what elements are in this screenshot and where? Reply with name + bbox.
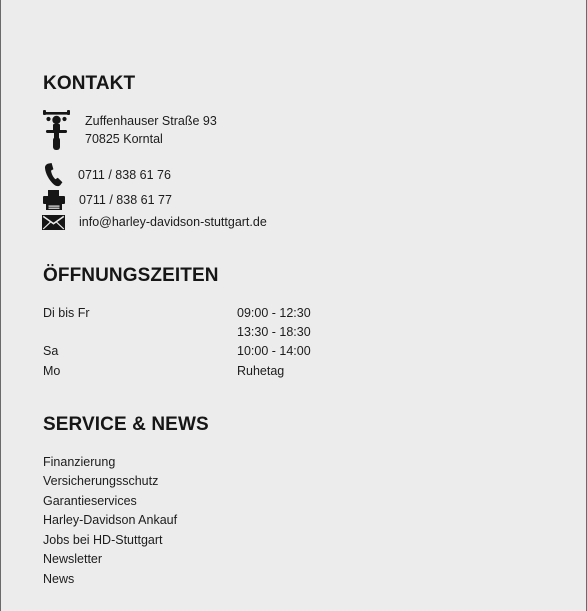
service-link-ankauf[interactable]: Harley-Davidson Ankauf <box>43 513 178 527</box>
hours-time: Ruhetag <box>237 364 285 378</box>
fax-number: 0711 / 838 61 77 <box>79 193 172 207</box>
address-street: Zuffenhauser Straße 93 <box>85 114 217 128</box>
service-link-news[interactable]: News <box>43 572 75 586</box>
phone-number[interactable]: 0711 / 838 61 76 <box>78 168 171 182</box>
service-link-versicherungsschutz[interactable]: Versicherungsschutz <box>43 474 159 488</box>
fax-icon <box>43 190 65 210</box>
service-link-garantieservices[interactable]: Garantieservices <box>43 494 137 508</box>
hours-time: 10:00 - 14:00 <box>237 344 311 358</box>
hours-heading: ÖFFNUNGSZEITEN <box>43 265 219 286</box>
address-city: 70825 Korntal <box>85 132 163 146</box>
email-link[interactable]: info@harley-davidson-stuttgart.de <box>79 215 267 229</box>
service-link-newsletter[interactable]: Newsletter <box>43 552 103 566</box>
motorcycle-icon <box>42 110 71 150</box>
service-link-finanzierung[interactable]: Finanzierung <box>43 455 116 469</box>
kontakt-heading: KONTAKT <box>43 73 136 94</box>
hours-day: Mo <box>43 364 61 378</box>
hours-time: 09:00 - 12:30 <box>237 306 311 320</box>
service-link-jobs[interactable]: Jobs bei HD-Stuttgart <box>43 533 163 547</box>
hours-day: Di bis Fr <box>43 306 90 320</box>
service-heading: SERVICE & NEWS <box>43 414 209 435</box>
hours-time: 13:30 - 18:30 <box>237 325 311 339</box>
phone-icon <box>44 163 64 187</box>
envelope-icon <box>42 215 65 230</box>
hours-day: Sa <box>43 344 59 358</box>
